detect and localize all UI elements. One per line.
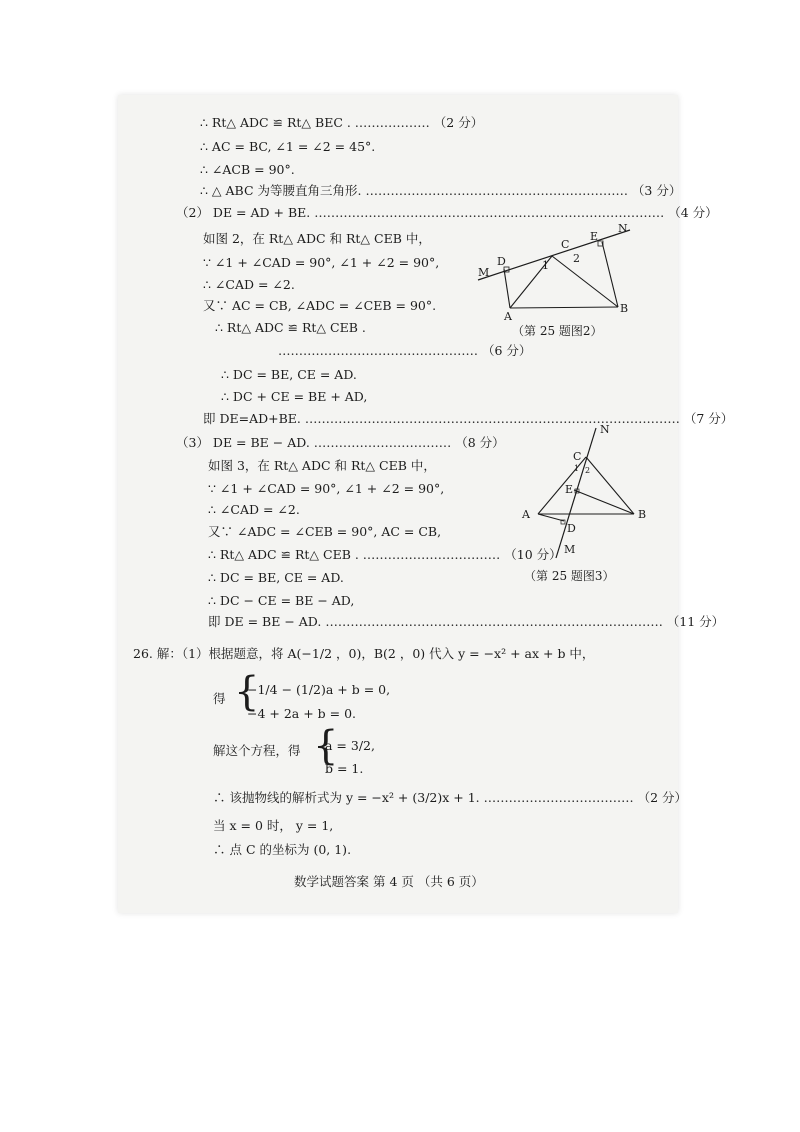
angle-label: 2 [585,466,591,475]
point-label: D [567,522,576,535]
text-line: ∴ AC = BC, ∠1 = ∠2 = 45°. [200,139,376,154]
point-label: E [590,230,599,243]
page-footer: 数学试题答案 第 4 页 （共 6 页） [294,874,484,889]
point-label: C [573,450,582,463]
text-line: （3） DE = BE − AD. …………………………… （8 分） [176,435,505,450]
text-line: ∴ DC = BE, CE = AD. [208,570,344,585]
text-line: 解这个方程，得 [213,743,301,758]
angle-label: 1 [574,464,580,473]
text-line: 如图 3，在 Rt△ ADC 和 Rt△ CEB 中， [208,458,436,473]
text-line: ∵ ∠1 + ∠CAD = 90°, ∠1 + ∠2 = 90°, [208,481,445,496]
text-line: ………………………………………… （6 分） [278,343,532,358]
point-label: C [561,238,570,251]
system-brace: { [234,669,260,715]
text-line: ∵ ∠1 + ∠CAD = 90°, ∠1 + ∠2 = 90°, [203,255,440,270]
point-label: N [618,222,628,235]
text-line: 26. 解：（1）根据题意，将 A(−1/2 ，0)，B(2 ，0) 代入 y = −x² + ax + b 中， [133,646,595,661]
solution-line: a = 3/2, [325,738,375,753]
text-line: ∴ DC − CE = BE − AD, [208,593,355,608]
point-label: N [600,423,610,436]
figure-caption: （第 25 题图2） [512,324,603,338]
point-label: B [620,302,629,315]
text-line: ∴ ∠CAD = ∠2. [203,277,295,292]
text-line: ∴ DC = BE, CE = AD. [221,367,357,382]
text-line: 得 [213,691,226,706]
text-line: ∴ ∠ACB = 90°. [200,162,295,177]
point-label: D [497,255,506,268]
text-line: ∴ Rt△ ADC ≌ Rt△ CEB . [215,320,366,335]
text-line: 即 DE = BE − AD. ……………………………………………………………………… （11 分） [208,614,725,629]
text-line: ∴ △ ABC 为等腰直角三角形. ……………………………………………………… （3 分） [200,183,682,198]
point-label: M [478,266,490,279]
text-line: 即 DE=AD+BE. ……………………………………………………………………………… （7 分） [203,411,734,426]
point-label: E [565,483,574,496]
text-line: （2） DE = AD + BE. ………………………………………………………………………… （4 分） [176,205,718,220]
point-label: A [504,310,512,323]
text-line: ∴ 该抛物线的解析式为 y = −x² + (3/2)x + 1. ……………………………… （2 分） [213,790,688,805]
text-line: ∴ DC + CE = BE + AD, [221,389,368,404]
equation-line: −1/4 − (1/2)a + b = 0, [247,682,391,697]
text-line: ∴ Rt△ ADC ≌ Rt△ BEC . ……………… （2 分） [200,115,484,130]
solution-brace: { [313,723,339,769]
angle-label: 2 [573,252,580,265]
figure-25-2 [470,220,640,330]
text-line: ∴ ∠CAD = ∠2. [208,502,300,517]
solution-line: b = 1. [325,761,364,776]
text-line: 当 x = 0 时， y = 1, [213,818,334,833]
figure-25-3 [518,420,653,570]
text-line: ∴ 点 C 的坐标为 (0, 1). [213,842,352,857]
angle-label: 1 [542,259,549,272]
point-label: A [522,508,530,521]
text-line: ∴ Rt△ ADC ≌ Rt△ CEB . …………………………… （10 分） [208,547,562,562]
text-line: 如图 2，在 Rt△ ADC 和 Rt△ CEB 中， [203,231,431,246]
point-label: M [564,543,576,556]
figure-caption: （第 25 题图3） [524,569,615,583]
text-line: 又∵ AC = CB, ∠ADC = ∠CEB = 90°. [203,298,437,313]
point-label: B [638,508,647,521]
equation-line: −4 + 2a + b = 0. [247,706,357,721]
text-line: 又∵ ∠ADC = ∠CEB = 90°, AC = CB, [208,524,442,539]
